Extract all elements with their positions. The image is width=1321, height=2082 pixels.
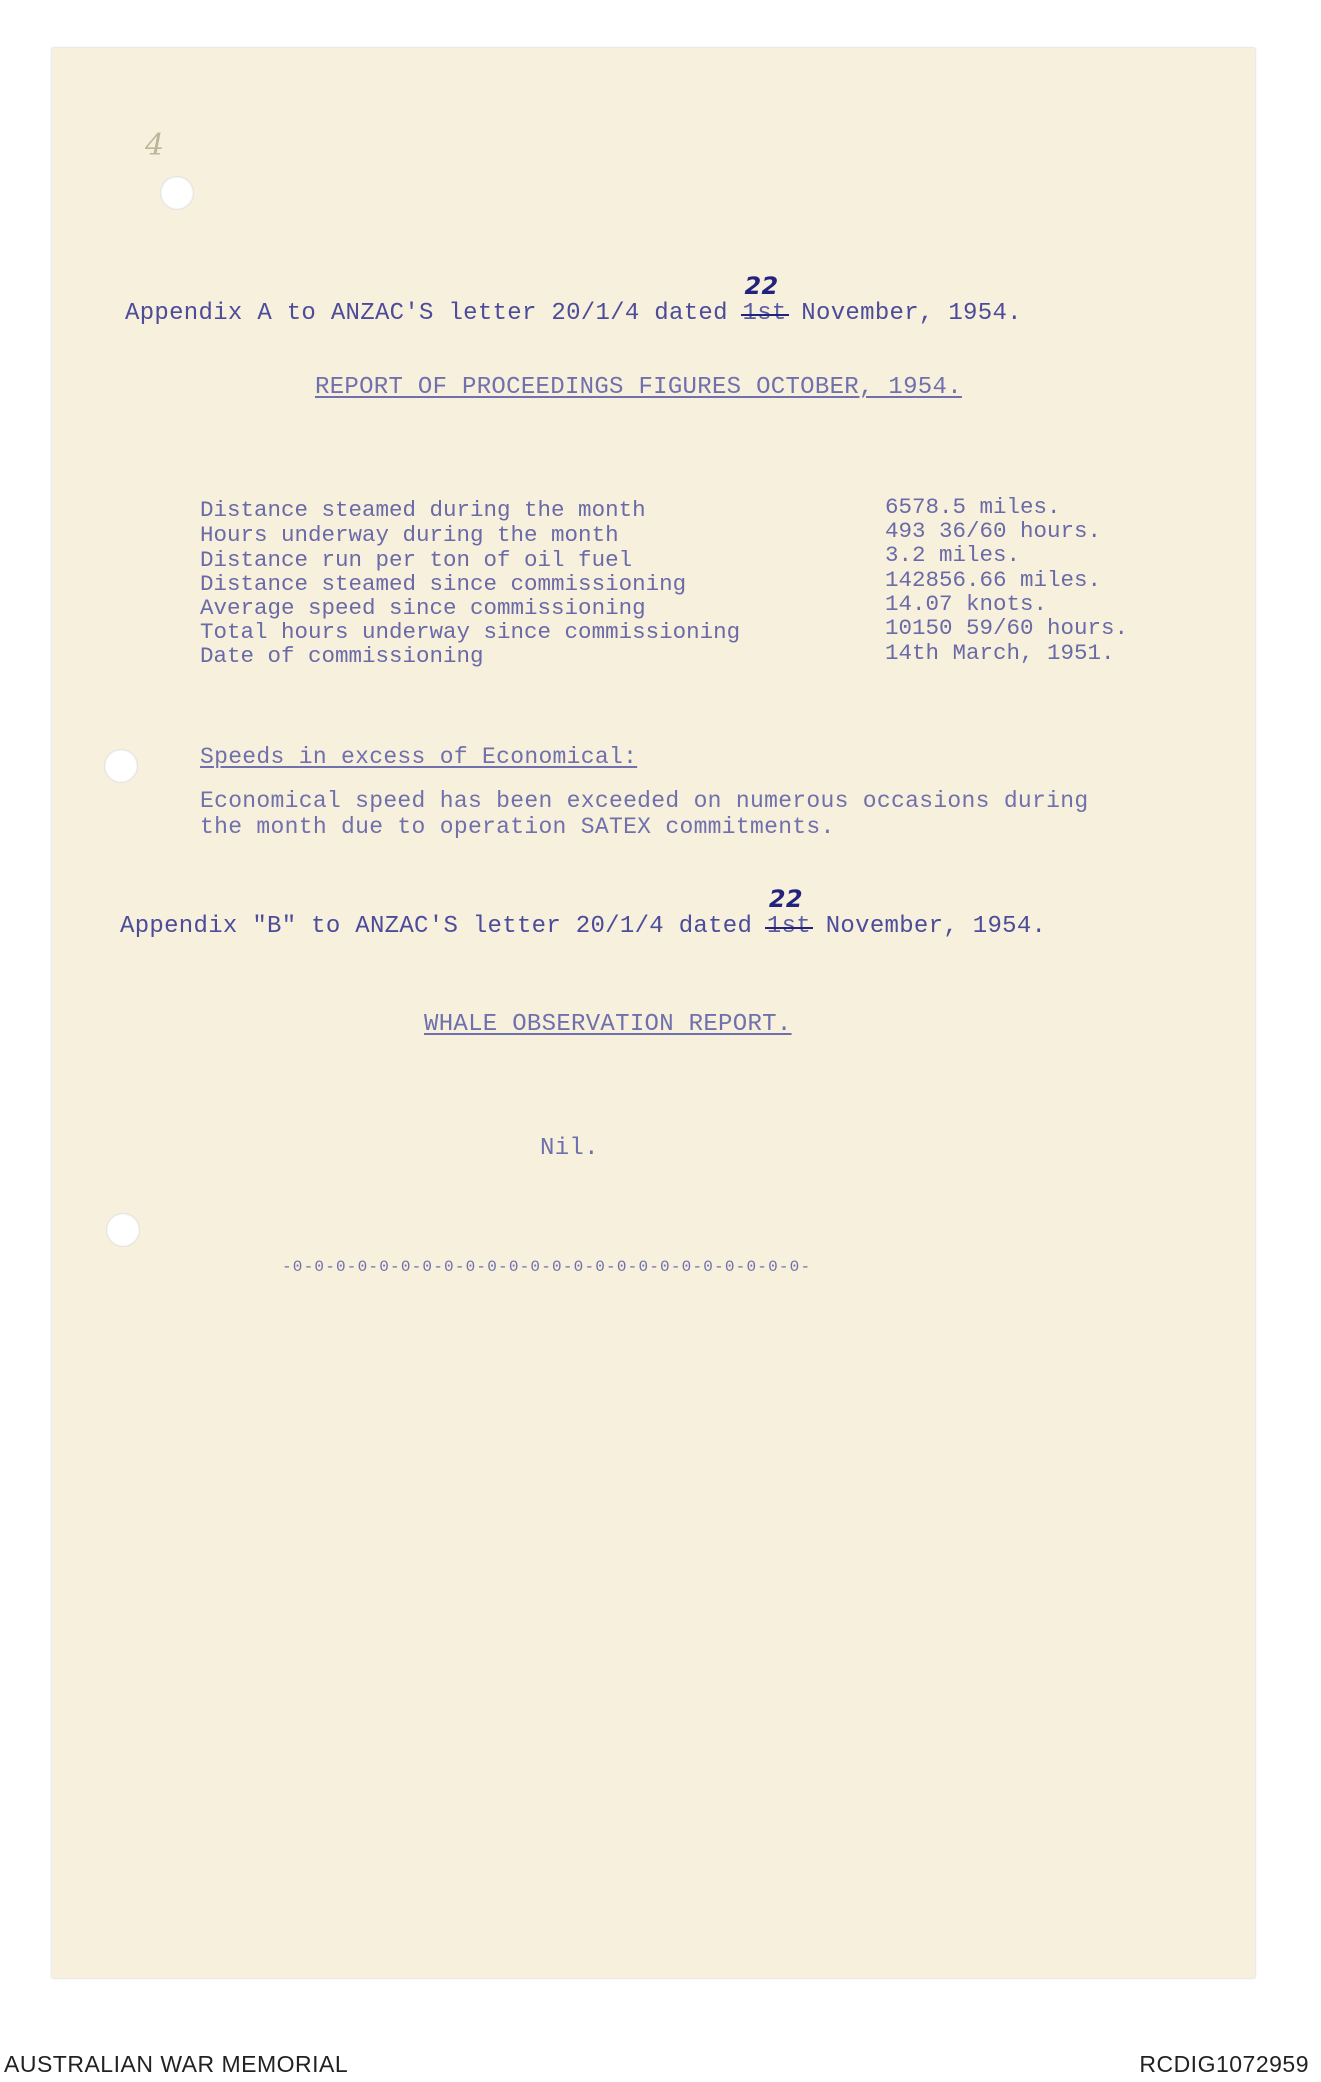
page-number-mark: 4 xyxy=(145,128,165,163)
figure-label: Distance steamed during the month xyxy=(200,497,646,523)
separator-line: -0-0-0-0-0-0-0-0-0-0-0-0-0-0-0-0-0-0-0-0-0-0-0-0- xyxy=(282,1258,812,1276)
figure-label: Total hours underway since commissioning xyxy=(200,619,741,645)
speeds-body-line-2: the month due to operation SATEX commitments. xyxy=(200,814,835,840)
punch-hole xyxy=(104,749,138,783)
footer-institution: AUSTRALIAN WAR MEMORIAL xyxy=(4,2051,349,2077)
figure-value: 10150 59/60 hours. xyxy=(885,615,1129,641)
figure-label: Hours underway during the month xyxy=(200,522,619,548)
appendix-a-date-correction xyxy=(742,272,787,327)
speeds-body-line-1: Economical speed has been exceeded on numerous occasions during xyxy=(200,788,1089,814)
appendix-a-struck-date: 1st xyxy=(742,300,787,327)
appendix-a-handwritten-date: 22 xyxy=(744,272,779,300)
figure-label: Distance steamed since commissioning xyxy=(200,571,687,597)
figure-value: 6578.5 miles. xyxy=(885,494,1061,520)
punch-hole xyxy=(160,176,194,210)
figure-value: 14th March, 1951. xyxy=(885,640,1115,666)
punch-hole xyxy=(106,1213,140,1247)
appendix-b-date-correction xyxy=(766,885,812,940)
whale-report-title: WHALE OBSERVATION REPORT. xyxy=(424,1011,792,1038)
appendix-b-prefix: Appendix "B" to ANZAC'S letter 20/1/4 dated xyxy=(120,913,767,940)
appendix-b-line xyxy=(120,885,1047,940)
report-title: REPORT OF PROCEEDINGS FIGURES OCTOBER, 1954. xyxy=(315,374,962,401)
footer-record-id: RCDIG1072959 xyxy=(1139,2051,1309,2077)
appendix-a-prefix: Appendix A to ANZAC'S letter 20/1/4 dated xyxy=(125,300,743,327)
figure-label: Average speed since commissioning xyxy=(200,595,646,621)
appendix-b-struck-date: 1st xyxy=(766,913,812,940)
appendix-a-suffix: November, 1954. xyxy=(786,300,1022,327)
figure-value: 493 36/60 hours. xyxy=(885,518,1102,544)
figure-value: 14.07 knots. xyxy=(885,591,1048,617)
figure-label: Date of commissioning xyxy=(200,643,484,669)
figure-label: Distance run per ton of oil fuel xyxy=(200,547,633,573)
speeds-heading: Speeds in excess of Economical: xyxy=(200,744,638,770)
appendix-b-suffix: November, 1954. xyxy=(811,913,1047,940)
appendix-b-handwritten-date: 22 xyxy=(768,885,803,913)
appendix-a-line xyxy=(125,272,1022,327)
figure-value: 142856.66 miles. xyxy=(885,567,1102,593)
whale-report-body: Nil. xyxy=(540,1135,599,1162)
figure-value: 3.2 miles. xyxy=(885,542,1021,568)
